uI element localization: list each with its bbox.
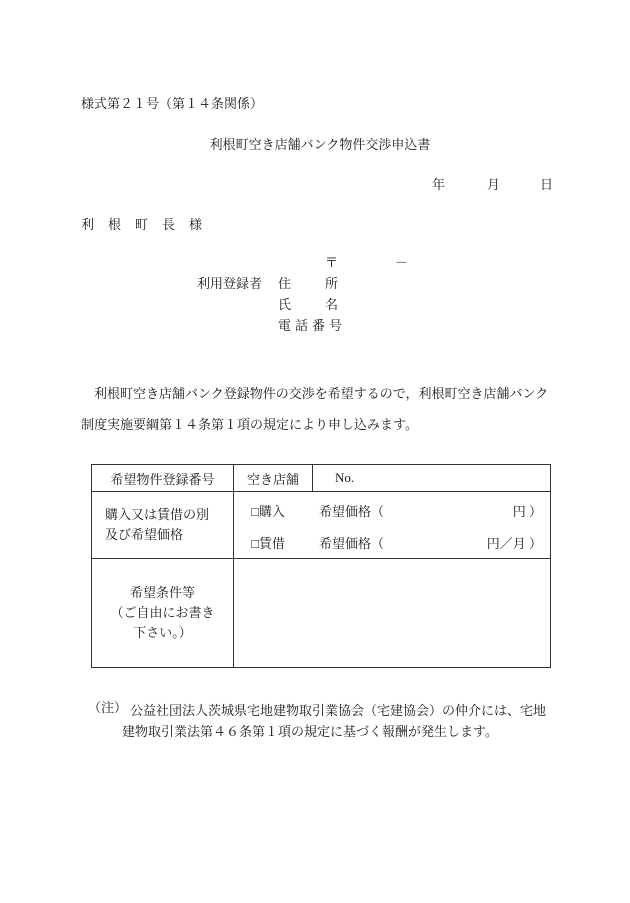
purchase-price-line bbox=[234, 493, 550, 525]
desired-conditions-label-line1: 希望条件等 bbox=[129, 584, 195, 600]
postal-code-mark: 〒 bbox=[325, 255, 339, 270]
form-number: 様式第２１号（第１４条関係） bbox=[81, 96, 264, 111]
note-mark: （注） bbox=[88, 700, 128, 715]
number-prefix: No. bbox=[335, 470, 355, 485]
desired-conditions-label-line2: （ご自由にお書き bbox=[110, 604, 215, 620]
name-label: 氏名 bbox=[278, 297, 373, 312]
phone-label: 電話番号 bbox=[278, 318, 347, 333]
table-row bbox=[92, 492, 551, 559]
note-text: 公益社団法人茨城県宅地建物取引業協会（宅建協会）の仲介には、宅地建物取引業法第４６条第１項の規定に基づく報酬が発生します。 bbox=[122, 703, 547, 739]
rent-price-label: 希望価格（ bbox=[319, 536, 385, 551]
addressee: 利根町長様 bbox=[81, 217, 217, 232]
address-label: 住所 bbox=[278, 276, 373, 291]
document-title: 利根町空き店舗バンク物件交渉申込書 bbox=[209, 137, 431, 152]
table-row bbox=[92, 559, 551, 668]
date-day-label: 日 bbox=[540, 177, 554, 192]
rent-price-line bbox=[234, 525, 550, 557]
table-row bbox=[92, 465, 551, 492]
desired-conditions-label bbox=[92, 559, 234, 668]
rent-price-unit: 円／月 ） bbox=[486, 536, 542, 551]
date-year-label: 年 bbox=[432, 177, 446, 192]
rent-checkbox[interactable]: □賃借 bbox=[251, 536, 285, 551]
purchase-price-unit: 円 ） bbox=[512, 504, 542, 519]
postal-code-dash: － bbox=[395, 255, 409, 270]
desired-conditions-field[interactable] bbox=[234, 559, 551, 668]
property-request-table bbox=[91, 464, 551, 668]
purchase-or-rent-label-text: 購入又は賃借の別及び希望価格 bbox=[105, 506, 210, 542]
application-statement: 利根町空き店舗バンク登録物件の交渉を希望するので，利根町空き店舗バンク制度実施要綱第１４条第１項の規定により申し込みます。 bbox=[81, 386, 549, 432]
price-options-cell bbox=[234, 492, 551, 559]
purchase-price-label: 希望価格（ bbox=[319, 504, 385, 519]
registration-number-label: 希望物件登録番号 bbox=[92, 465, 234, 492]
registration-number-field[interactable] bbox=[313, 465, 551, 492]
property-category: 空き店舗 bbox=[234, 465, 313, 492]
desired-conditions-label-line3: 下さい。） bbox=[133, 625, 192, 641]
registrant-label: 利用登録者 bbox=[197, 276, 263, 291]
purchase-or-rent-label bbox=[92, 492, 234, 559]
date-month-label: 月 bbox=[487, 177, 501, 192]
purchase-checkbox[interactable]: □購入 bbox=[251, 504, 285, 519]
